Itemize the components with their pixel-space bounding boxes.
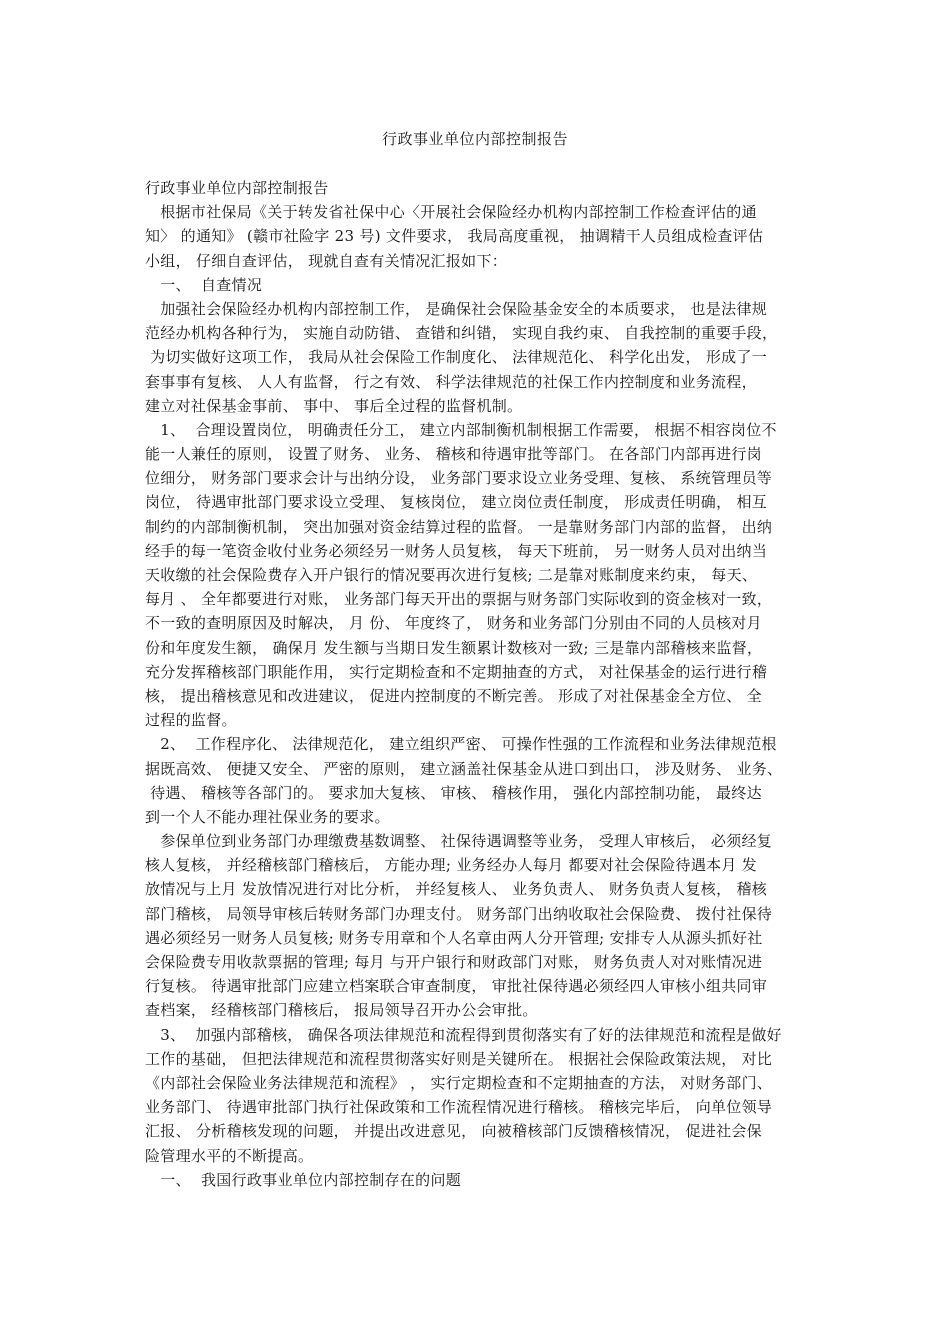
body-line: 1、 合理设置岗位， 明确责任分工， 建立内部制衡机制根据工作需要， 根据不相容岗位不	[145, 420, 777, 439]
body-line: 加强社会保险经办机构内部控制工作， 是确保社会保险基金安全的本质要求， 也是法律规	[145, 299, 768, 318]
body-line: 部门稽核， 局领导审核后转财务部门办理支付。 财务部门出纳收取社会保险费、 拨付社保待	[145, 904, 773, 923]
body-line: 参保单位到业务部门办理缴费基数调整、 社保待遇调整等业务， 受理人审核后， 必须经复	[145, 832, 773, 851]
body-line: 《内部社会保险业务法律规范和流程》 ， 实行定期检查和不定期抽查的方法， 对财务部门、	[145, 1073, 773, 1092]
body-line: 汇报、 分析稽核发现的问题， 并提出改进意见， 向被稽核部门反馈稽核情况， 促进社会保	[145, 1122, 762, 1141]
body-line: 位细分， 财务部门要求会计与出纳分设， 业务部门要求设立业务受理、复核、 系统管理员等	[145, 469, 773, 488]
body-line: 业务部门、 待遇审批部门执行社保政策和工作流程情况进行稽核。 稽核完毕后， 向单位领导	[145, 1098, 773, 1117]
body-line: 行复核。 待遇审批部门应建立档案联合审查制度， 审批社保待遇必须经四人审核小组共同审	[145, 977, 768, 996]
body-line: 岗位， 待遇审批部门要求设立受理、 复核岗位， 建立岗位责任制度， 形成责任明确， 相互	[145, 493, 768, 512]
body-line: 核， 提出稽核意见和改进建议， 促进内控制度的不断完善。 形成了对社保基金全方位、 全	[145, 686, 762, 705]
body-line: 放情况与上月 发放情况进行对比分析， 并经复核人、 业务负责人、 财务负责人复核， 稽核	[145, 880, 768, 899]
body-line: 过程的监督。	[145, 711, 237, 730]
body-line: 每月 、 全年都要进行对账， 业务部门每天开出的票据与财务部门实际收到的资金核对一致，	[145, 590, 773, 609]
document-title: 行政事业单位内部控制报告	[381, 130, 568, 148]
document-body	[145, 176, 813, 1192]
body-line: 行政事业单位内部控制报告	[145, 179, 329, 197]
body-line: 会保险费专用收款票据的管理; 每月 与开户银行和财政部门对账， 财务负责人对对账情况进	[145, 953, 763, 971]
body-line: 为切实做好这项工作， 我局从社会保险工作制度化、 法律规范化、 科学化出发， 形成了一	[145, 348, 768, 367]
body-line: 据既高效、 便捷又安全、 严密的原则， 建立涵盖社保基金从进口到出口， 涉及财务、 业务、	[145, 759, 783, 778]
body-line: 一、 自查情况	[145, 275, 263, 294]
body-line: 建立对社保基金事前、 事中、 事后全过程的监督机制。	[145, 396, 523, 415]
body-line: 制约的内部制衡机制， 突出加强对资金结算过程的监督。 一是靠财务部门内部的监督， 出纳	[145, 517, 773, 536]
body-line: 范经办机构各种行为， 实施自动防错、 查错和纠错， 实现自我约束、 自我控制的重要手段，	[145, 324, 778, 343]
body-line: 知〉 的通知》 (赣市社险字 23 号) 文件要求， 我局高度重视， 抽调精干人员组成检查评估	[145, 227, 764, 246]
body-line: 份和年度发生额， 确保月 发生额与当期日发生额累计数核对一致; 三是靠内部稽核来监督，	[145, 638, 763, 657]
body-line: 3、 加强内部稽核， 确保各项法律规范和流程得到贯彻落实有了好的法律规范和流程是做好	[145, 1025, 782, 1044]
body-line: 查档案， 经稽核部门稽核后， 报局领导召开办公会审批。	[145, 1001, 538, 1020]
body-line: 工作的基础， 但把法律规范和流程贯彻落实好则是关键所在。 根据社会保险政策法规， 对比	[145, 1049, 773, 1068]
body-line: 遇必须经另一财务人员复核; 财务专用章和个人名章由两人分开管理; 安排专人从源头抓好社	[145, 928, 763, 947]
body-line: 一、 我国行政事业单位内部控制存在的问题	[145, 1170, 462, 1189]
body-line: 小组， 仔细自查评估， 现就自查有关情况汇报如下：	[145, 251, 508, 270]
body-line: 到一个人不能办理社保业务的要求。	[145, 807, 390, 826]
body-line: 根据市社保局《关于转发省社保中心〈开展社会保险经办机构内部控制工作检查评估的通	[145, 203, 757, 222]
body-line: 充分发挥稽核部门职能作用， 实行定期检查和不定期抽查的方式， 对社保基金的运行进行稽	[145, 662, 768, 681]
body-line: 套事事有复核、 人人有监督， 行之有效、 科学法律规范的社保工作内控制度和业务流程，	[145, 372, 757, 391]
body-line: 不一致的查明原因及时解决， 月 份、 年度终了， 财务和业务部门分别由不同的人员核对月	[145, 614, 762, 633]
body-line: 经手的每一笔资金收付业务必须经另一财务人员复核， 每天下班前， 另一财务人员对出纳当	[145, 541, 768, 560]
body-line: 待遇、 稽核等各部门的。 要求加大复核、 审核、 稽核作用， 强化内部控制功能， 最终达	[145, 783, 762, 802]
body-line: 天收缴的社会保险费存入开户银行的情况要再次进行复核; 二是靠对账制度来约束， 每天、	[145, 566, 758, 584]
body-line: 能一人兼任的原则， 设置了财务、 业务、 稽核和待遇审批等部门。 在各部门内部再进行岗	[145, 445, 762, 464]
body-line: 2、 工作程序化、 法律规范化， 建立组织严密、 可操作性强的工作流程和业务法律规范根	[145, 735, 777, 754]
body-line: 险管理水平的不断提高。	[145, 1146, 314, 1165]
body-line: 核人复核， 并经稽核部门稽核后， 方能办理; 业务经办人每月 都要对社会保险待遇本月 发	[145, 856, 758, 875]
